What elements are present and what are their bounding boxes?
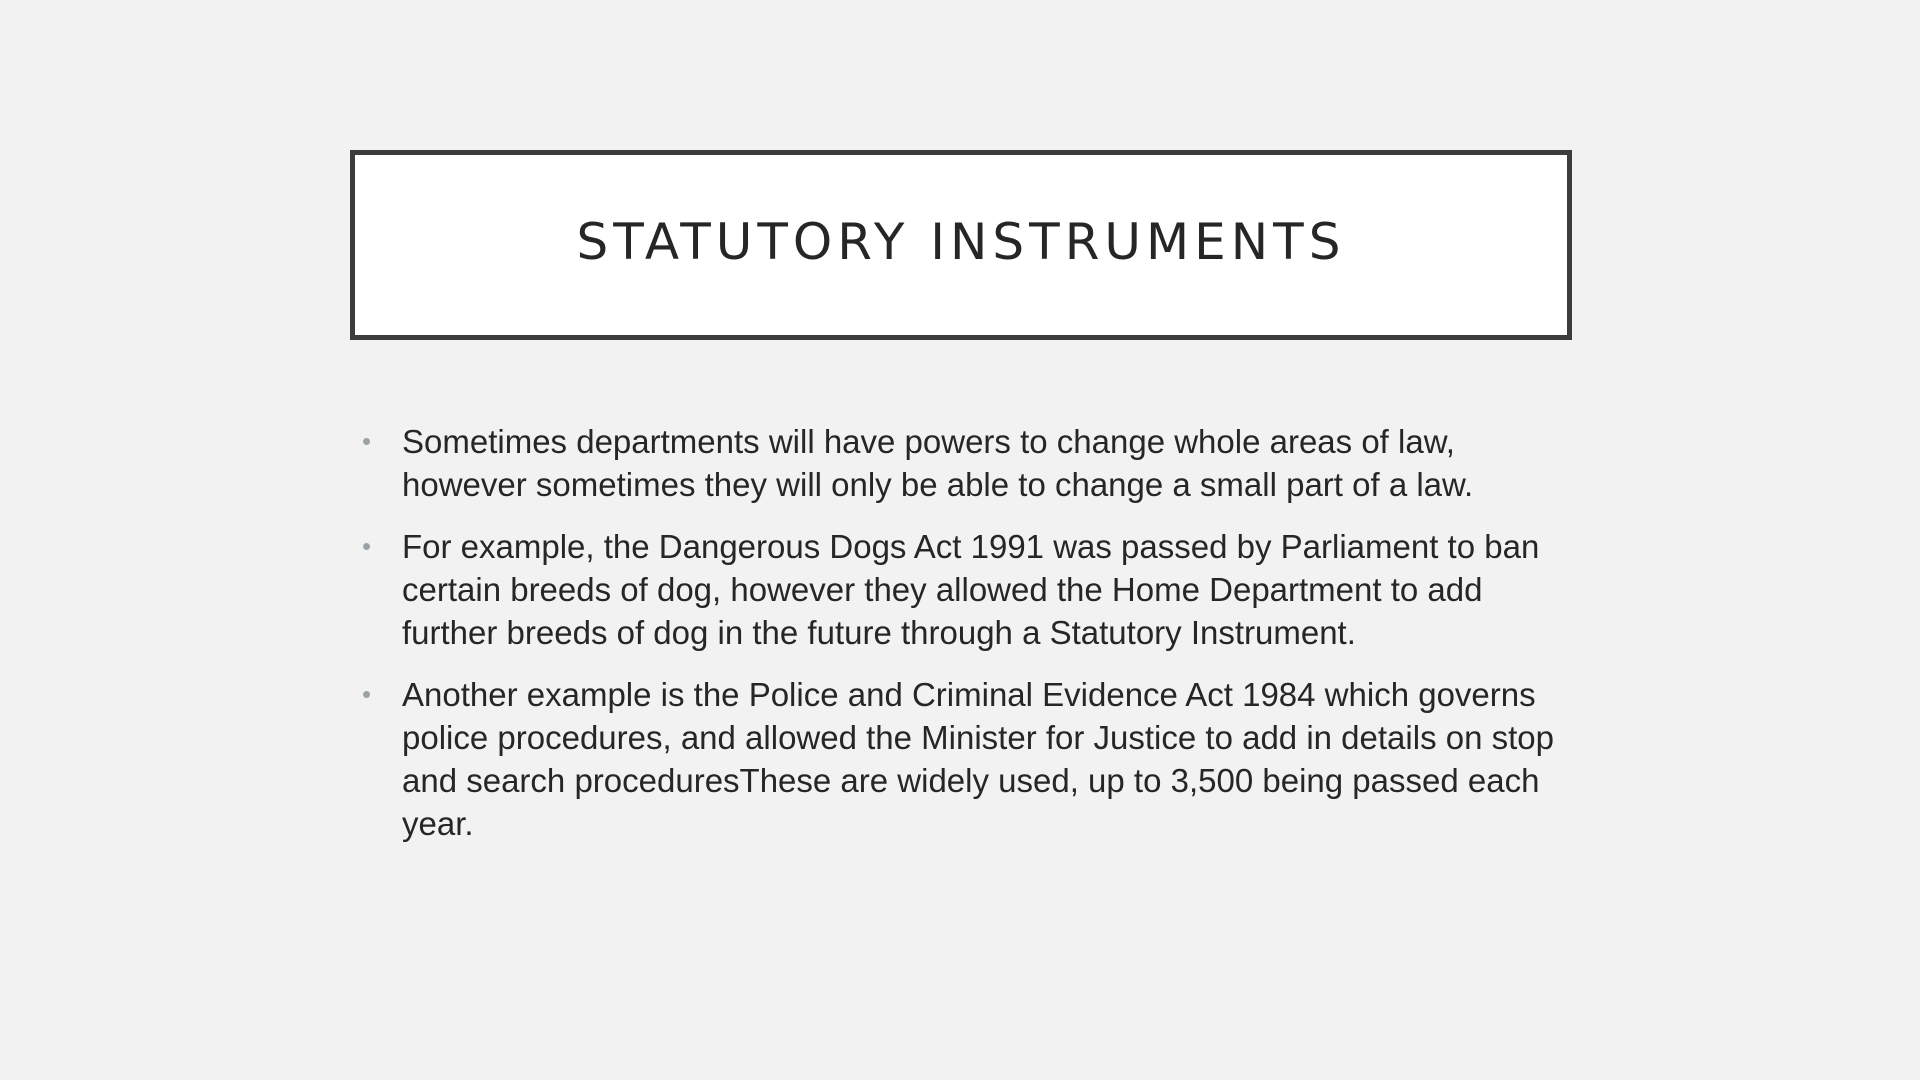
slide-body: [362, 420, 1572, 864]
bullet-list: [362, 420, 1572, 845]
bullet-icon: •: [362, 679, 372, 709]
bullet-text: For example, the Dangerous Dogs Act 1991 was passed by Parliament to ban certain breeds of dog, however they allowed the Home Department to add further breeds of dog in the future through a Statutory Instrument.: [402, 528, 1540, 651]
bullet-item: [362, 525, 1572, 654]
bullet-text: Sometimes departments will have powers to change whole areas of law, however sometimes they will only be able to change a small part of a law.: [402, 423, 1474, 503]
title-box: [350, 150, 1572, 340]
bullet-text: Another example is the Police and Criminal Evidence Act 1984 which governs police procedures, and allowed the Minister for Justice to add in details on stop and search proceduresThese are widely used, up to 3,500 being passed each year.: [402, 676, 1554, 842]
slide-title: STATUTORY INSTRUMENTS: [576, 213, 1346, 271]
bullet-item: [362, 673, 1572, 845]
bullet-icon: •: [362, 531, 372, 561]
bullet-item: [362, 420, 1572, 506]
bullet-icon: •: [362, 426, 372, 456]
